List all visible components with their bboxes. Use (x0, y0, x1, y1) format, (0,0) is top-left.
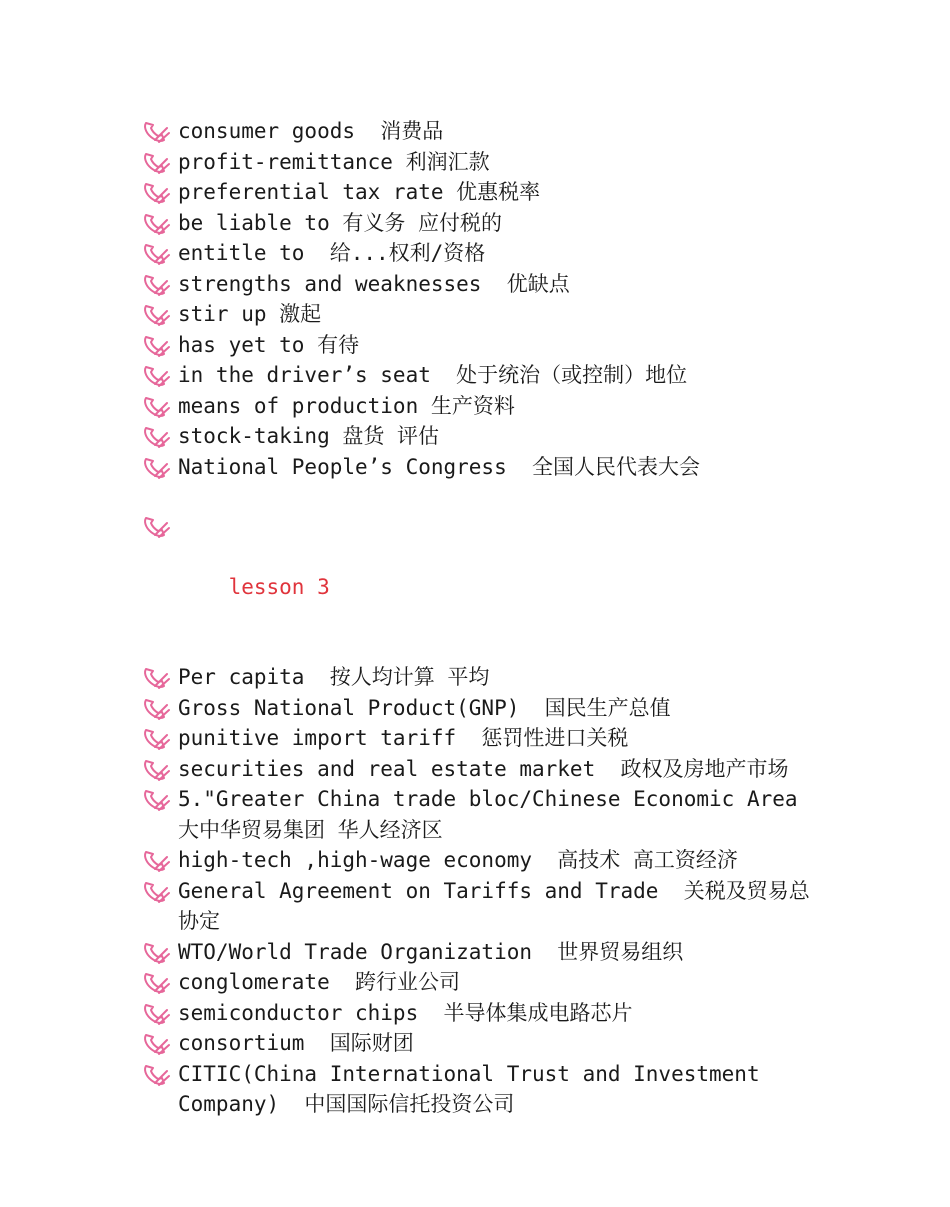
list-item-text: consumer goods 消费品 (178, 119, 444, 143)
list-item-text: WTO/World Trade Organization 世界贸易组织 (178, 939, 684, 964)
phone-receiver-icon (142, 666, 170, 690)
list-item (142, 330, 822, 361)
list-item-text: entitle to 给...权利/资格 (178, 241, 486, 265)
phone-receiver-icon (142, 515, 170, 539)
lesson-heading (142, 511, 822, 633)
vocabulary-list-1 (142, 116, 822, 482)
list-item (142, 723, 822, 754)
list-item (142, 421, 822, 452)
phone-receiver-icon (142, 941, 170, 965)
list-item (142, 269, 822, 300)
list-item (142, 1028, 822, 1059)
list-item-text: high-tech ,high-wage economy 高技术 高工资经济 (178, 848, 738, 872)
list-item (142, 238, 822, 269)
list-item (142, 662, 822, 693)
list-item-text: CITIC(China International Trust and Investment Company) 中国国际信托投资公司 (178, 1061, 773, 1116)
list-item (142, 937, 822, 968)
list-item-text: Gross National Product(GNP) 国民生产总值 (178, 695, 671, 720)
phone-receiver-icon (142, 303, 170, 327)
list-item (142, 693, 822, 724)
list-item-text: profit-remittance 利润汇款 (178, 149, 490, 174)
list-item-text: strengths and weaknesses 优缺点 (178, 271, 570, 296)
list-item-text: stir up 激起 (178, 302, 322, 326)
list-item (142, 177, 822, 208)
list-item (142, 299, 822, 330)
list-item (142, 116, 822, 147)
list-item-text: conglomerate 跨行业公司 (178, 970, 461, 994)
list-item-text: 5."Greater China trade bloc/Chinese Economic Area 大中华贸易集团 华人经济区 (178, 787, 823, 842)
spacer (142, 482, 822, 511)
list-item (142, 754, 822, 785)
list-item-text: General Agreement on Tariffs and Trade 关税及贸易总协定 (178, 878, 810, 933)
phone-receiver-icon (142, 120, 170, 144)
list-item-text: preferential tax rate 优惠税率 (178, 180, 541, 204)
phone-receiver-icon (142, 364, 170, 388)
phone-receiver-icon (142, 425, 170, 449)
list-item-text: punitive import tariff 惩罚性进口关税 (178, 726, 629, 750)
list-item-text: in the driver’s seat 处于统治（或控制）地位 (178, 363, 688, 387)
list-item-text: consortium 国际财团 (178, 1031, 414, 1055)
list-item (142, 452, 822, 483)
list-item-text: securities and real estate market 政权及房地产市场 (178, 756, 789, 781)
phone-receiver-icon (142, 395, 170, 419)
lesson-heading-text: lesson 3 (228, 575, 330, 599)
phone-receiver-icon (142, 1063, 170, 1087)
phone-receiver-icon (142, 880, 170, 904)
phone-receiver-icon (142, 849, 170, 873)
list-item (142, 147, 822, 178)
list-item-text: semiconductor chips 半导体集成电路芯片 (178, 1000, 633, 1025)
list-item (142, 208, 822, 239)
list-item-text: National People’s Congress 全国人民代表大会 (178, 454, 701, 479)
list-item (142, 967, 822, 998)
phone-receiver-icon (142, 788, 170, 812)
phone-receiver-icon (142, 456, 170, 480)
list-item-text: has yet to 有待 (178, 332, 360, 357)
phone-receiver-icon (142, 273, 170, 297)
phone-receiver-icon (142, 1002, 170, 1026)
phone-receiver-icon (142, 181, 170, 205)
phone-receiver-icon (142, 758, 170, 782)
list-item (142, 360, 822, 391)
list-item (142, 1059, 822, 1120)
phone-receiver-icon (142, 212, 170, 236)
document-page (142, 116, 822, 1120)
list-item (142, 876, 822, 937)
phone-receiver-icon (142, 151, 170, 175)
phone-receiver-icon (142, 334, 170, 358)
phone-receiver-icon (142, 697, 170, 721)
phone-receiver-icon (142, 727, 170, 751)
phone-receiver-icon (142, 971, 170, 995)
phone-receiver-icon (142, 1032, 170, 1056)
phone-receiver-icon (142, 242, 170, 266)
list-item-text: stock-taking 盘货 评估 (178, 424, 440, 448)
list-item (142, 998, 822, 1029)
list-item-text: means of production 生产资料 (178, 393, 515, 418)
list-item (142, 391, 822, 422)
vocabulary-list-2 (142, 662, 822, 1120)
list-item (142, 784, 822, 845)
list-item (142, 845, 822, 876)
list-item-text: Per capita 按人均计算 平均 (178, 665, 490, 689)
list-item-text: be liable to 有义务 应付税的 (178, 210, 503, 235)
spacer (142, 633, 822, 662)
